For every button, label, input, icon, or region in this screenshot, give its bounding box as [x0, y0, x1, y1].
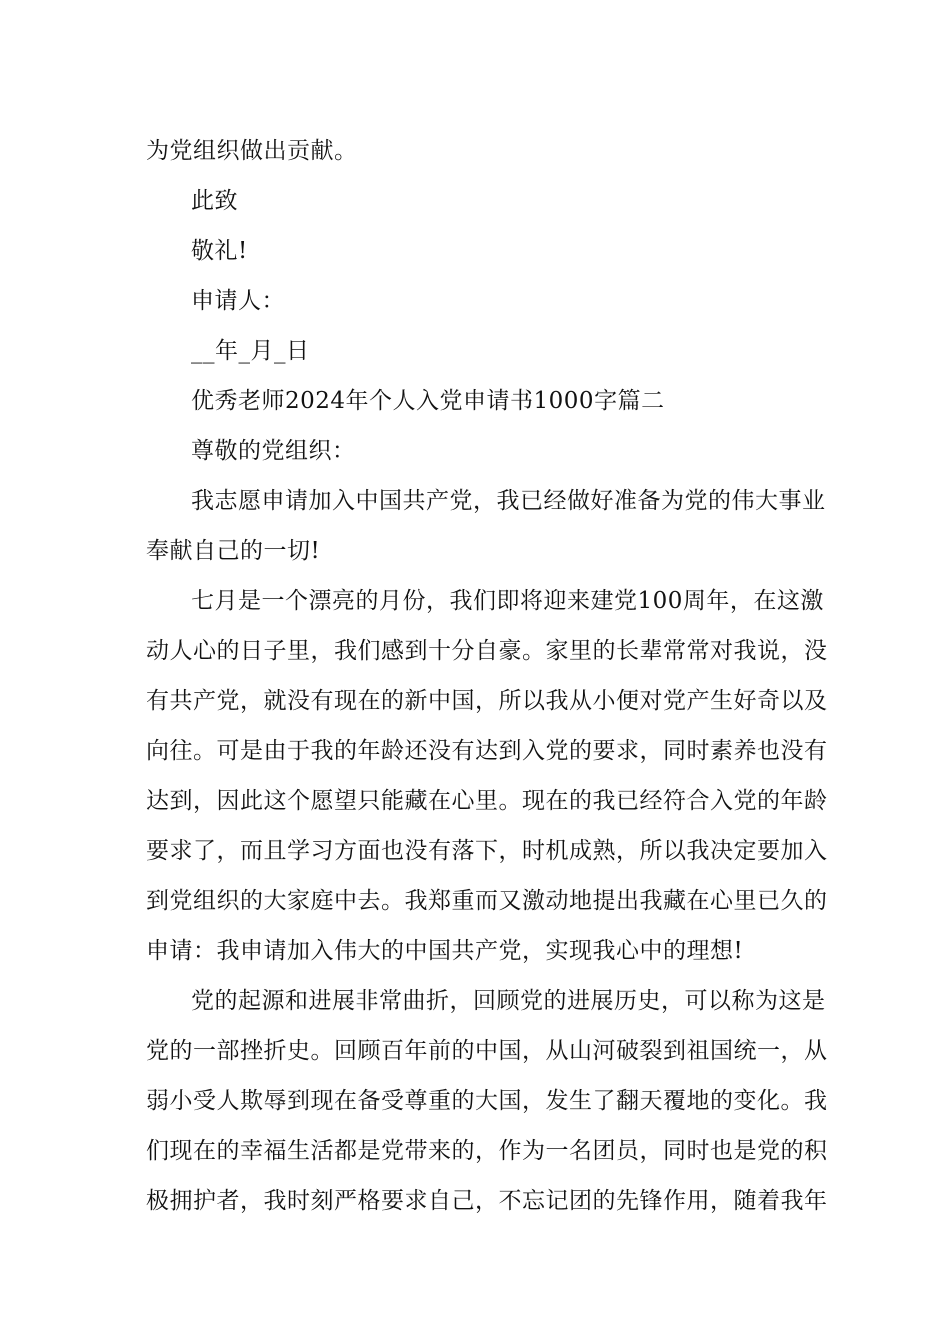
applicant-label: 申请人： [191, 288, 285, 314]
text-line: 到党组织的大家庭中去。我郑重而又激动地提出我藏在心里已久的 [146, 888, 828, 914]
text-line: 党的一部挫折史。回顾百年前的中国，从山河破裂到祖国统一，从 [146, 1038, 828, 1064]
text-line: 们现在的幸福生活都是党带来的，作为一名团员，同时也是党的积 [146, 1138, 828, 1164]
text-line: 弱小受人欺辱到现在备受尊重的大国，发生了翻天覆地的变化。我 [146, 1088, 828, 1114]
text-line: 动人心的日子里，我们感到十分自豪。家里的长辈常常对我说，没 [146, 638, 828, 664]
text-line: 有共产党，就没有现在的新中国，所以我从小便对党产生好奇以及 [146, 688, 828, 714]
text-line: 达到，因此这个愿望只能藏在心里。现在的我已经符合入党的年龄 [146, 788, 828, 814]
text-line: 我志愿申请加入中国共产党，我已经做好准备为党的伟大事业 [191, 488, 826, 514]
text-line: 七月是一个漂亮的月份，我们即将迎来建党100周年，在这激 [191, 588, 824, 614]
section-title: 优秀老师2024年个人入党申请书1000字篇二 [191, 388, 665, 414]
text-line: 申请：我申请加入伟大的中国共产党，实现我心中的理想! [146, 938, 744, 964]
text-line: 为党组织做出贡献。 [146, 138, 358, 164]
date-line: __年_月_日 [191, 338, 310, 364]
greeting: 尊敬的党组织： [191, 438, 356, 464]
text-line: 奉献自己的一切! [146, 538, 321, 564]
text-line: 要求了，而且学习方面也没有落下，时机成熟，所以我决定要加入 [146, 838, 828, 864]
text-line: 极拥护者，我时刻严格要求自己，不忘记团的先锋作用，随着我年 [146, 1188, 828, 1214]
closing-regards: 敬礼! [191, 238, 248, 264]
closing-salutation: 此致 [191, 188, 238, 214]
text-line: 党的起源和进展非常曲折，回顾党的进展历史，可以称为这是 [191, 988, 826, 1014]
text-line: 向往。可是由于我的年龄还没有达到入党的要求，同时素养也没有 [146, 738, 828, 764]
